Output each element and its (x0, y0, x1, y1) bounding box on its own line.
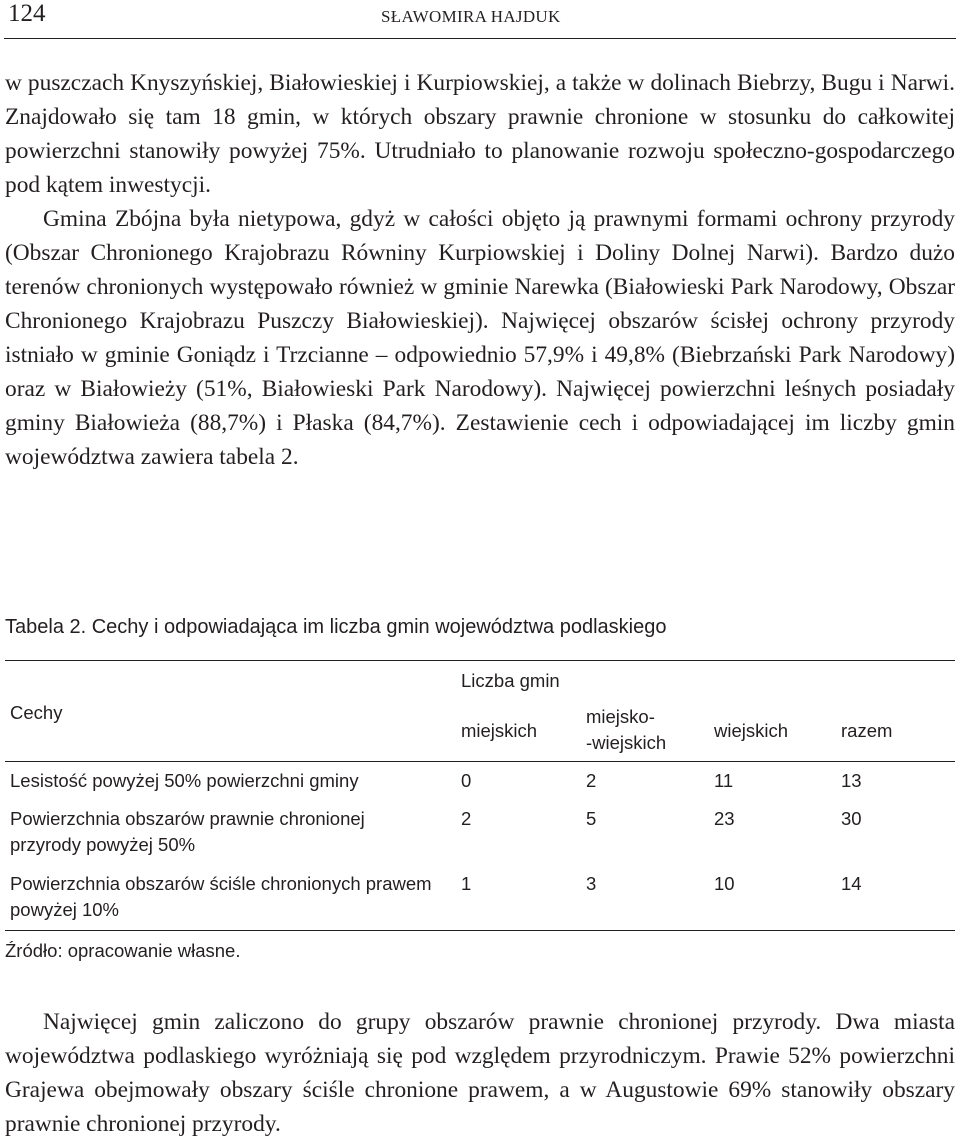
table-caption: Tabela 2. Cechy i odpowiadająca im liczba gmin województwa podlaskiego (5, 616, 667, 638)
table-cell: 10 (714, 873, 735, 894)
table-cell: 23 (714, 808, 735, 829)
table-bottom-rule (5, 930, 955, 931)
header-group: Liczba gmin (461, 670, 560, 691)
table-cell: 5 (586, 808, 597, 829)
table-cell: 14 (841, 873, 862, 894)
table-cell: 2 (586, 770, 597, 791)
table-cell: 13 (841, 770, 862, 791)
header-rule (4, 38, 956, 39)
table-cell: 0 (461, 770, 472, 791)
header-col-miejskich: miejskich (461, 720, 538, 741)
table-row-label: Powierzchnia obszarów ściśle chronionych prawem powyżej 10% (10, 873, 432, 920)
table-row-label: Lesistość powyżej 50% powierzchni gminy (10, 770, 359, 791)
header-col-wiejskich: wiejskich (714, 720, 789, 741)
paragraph: w puszczach Knyszyńskiej, Białowieskiej i Kurpiowskiej, a także w dolinach Biebrzy, Bugu i Narwi. Znajdowało się tam 18 gmin, w których obszary prawnie chronione w stosunku do całkowitej powierzchni stanowiły powyżej 75%. Utrudniało to planowanie rozwoju społeczno-gospodarczego pod kątem inwestycji. (5, 70, 955, 198)
table-cell: 30 (841, 808, 862, 829)
header-col-razem: razem (841, 720, 893, 741)
data-table (5, 660, 955, 932)
table-cell: 1 (461, 873, 472, 894)
page-header (4, 0, 956, 38)
table-header-rule (5, 761, 955, 762)
table-cell: 2 (461, 808, 472, 829)
table-row-label: Powierzchnia obszarów prawnie chronionej przyrody powyżej 50% (10, 808, 365, 855)
body-text-top (5, 66, 955, 474)
paragraph: Gmina Zbójna była nietypowa, gdyż w całości objęto ją prawnymi formami ochrony przyrody (Obszar Chronionego Krajobrazu Równiny Kurpiowskiej i Doliny Dolnej Narwi). Bardzo dużo terenów chronionych występowało również w gminie Narewka (Białowieski Park Narodowy, Obszar Chronionego Krajobrazu Puszczy Białowieskiej). Najwięcej obszarów ścisłej ochrony przyrody istniało w gminie Goniądz i Trzcianne – odpowiednio 57,9% i 49,8% (Biebrzański Park Narodowy) oraz w Białowieży (51%, Białowieski Park Narodowy). Najwięcej powierzchni leśnych posiadały gminy Białowieża (88,7%) i Płaska (84,7%). Zestawienie cech i odpowiadającej im liczby gmin województwa zawiera tabela 2. (5, 206, 955, 470)
header-col-miejsko-wiejskich: miejsko- -wiejskich (586, 706, 667, 753)
table-cell: 3 (586, 873, 597, 894)
body-text-bottom (5, 1005, 955, 1141)
header-cechy: Cechy (10, 702, 63, 723)
page-number: 124 (8, 0, 46, 27)
table-source: Źródło: opracowanie własne. (5, 940, 241, 961)
table-top-rule (5, 660, 955, 661)
paragraph: Najwięcej gmin zaliczono do grupy obszarów prawnie chronionej przyrody. Dwa miasta województwa podlaskiego wyróżniają się pod względem przyrodniczym. Prawie 52% powierzchni Grajewa obejmowały obszary ściśle chronione prawem, a w Augustowie 69% stanowiły obszary prawnie chronionej przyrody. (5, 1009, 955, 1137)
table-cell: 11 (714, 770, 734, 791)
running-head: SŁAWOMIRA HAJDUK (381, 7, 561, 26)
